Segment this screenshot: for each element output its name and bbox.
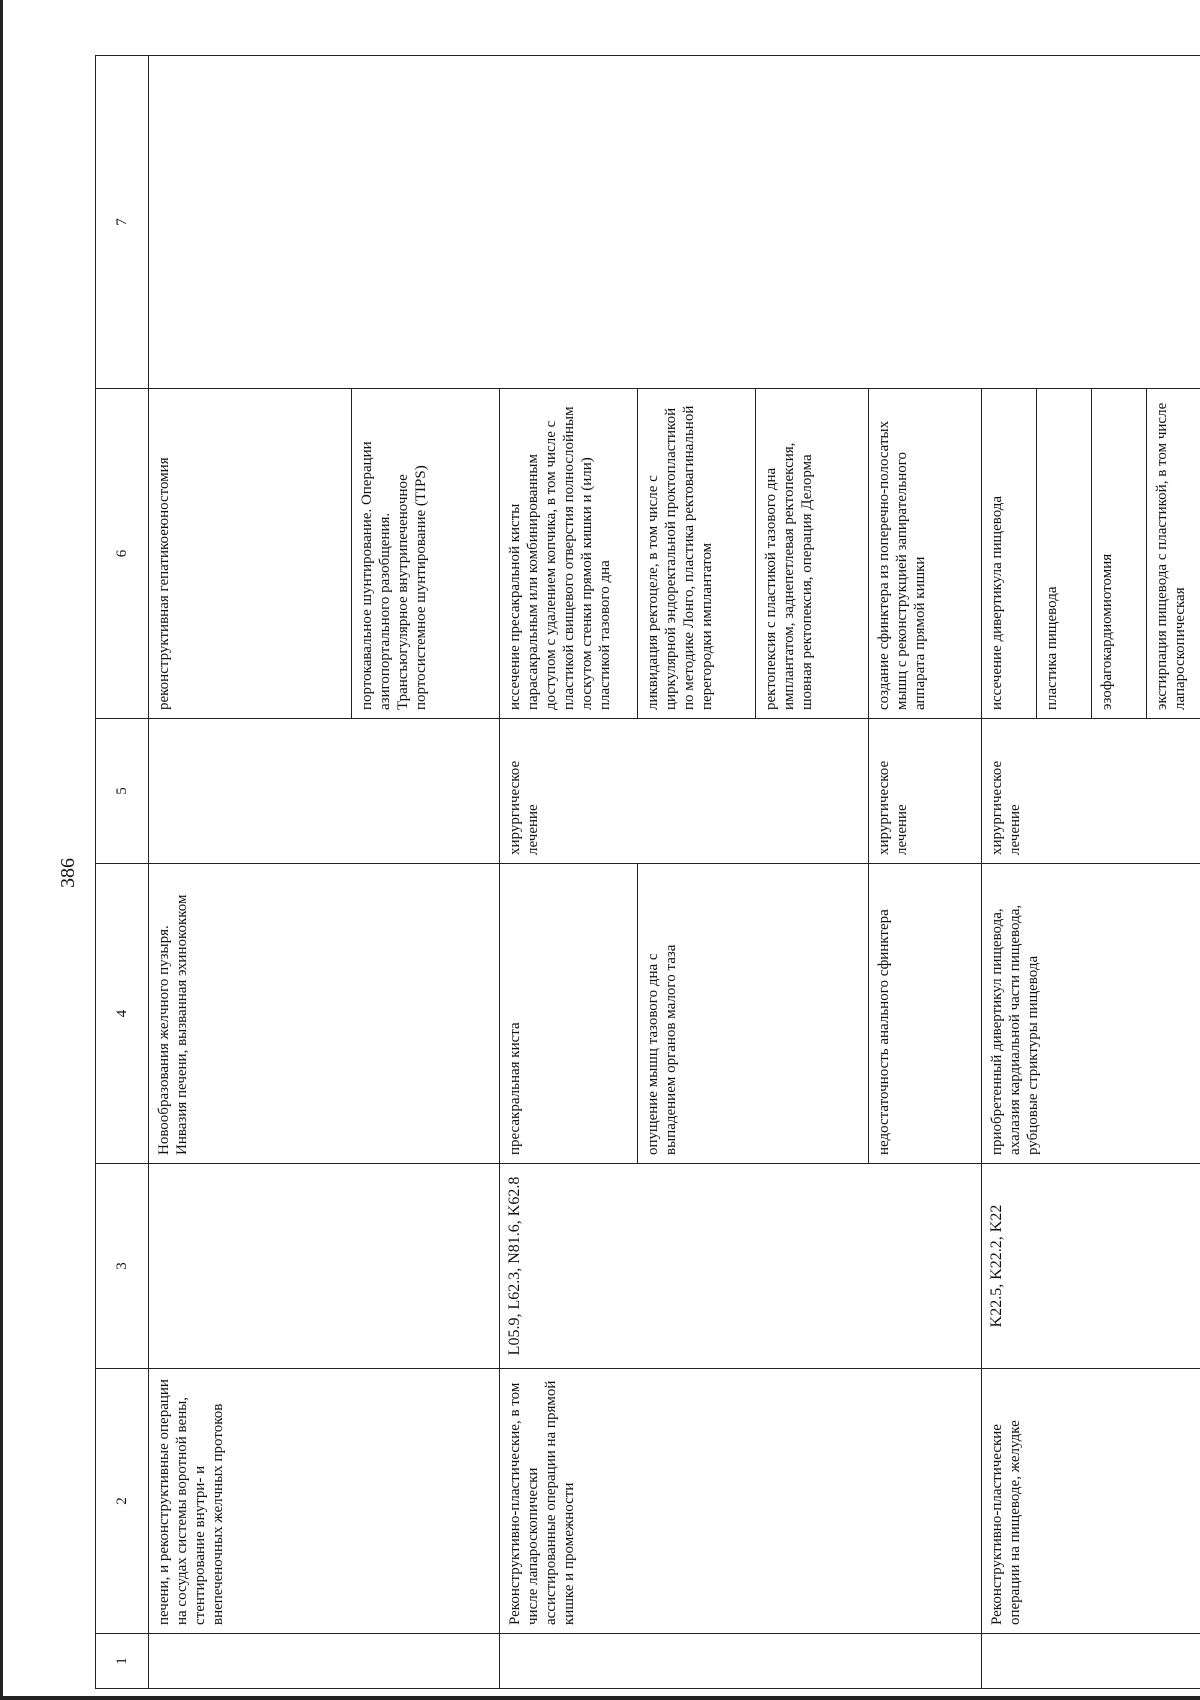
cell-operation-group: печени, и реконструктивные операции на сосудах системы воротной вены, стентирование внутри- и внепеченочных желчных протоков <box>149 1369 500 1634</box>
cell-treatment-type <box>149 719 500 864</box>
cell-col1 <box>982 1634 1200 1689</box>
header-col-7: 7 <box>96 56 149 389</box>
cell-treatment-type: хирургическое лечение <box>869 719 982 864</box>
cell-operation-group: Реконструктивно-пластические операции на пищеводе, желудке <box>982 1369 1200 1634</box>
cell-diagnosis: Новообразования желчного пузыря. Инвазия печени, вызванная эхинококком <box>149 864 500 1164</box>
cell-treatment-type: хирургическое лечение <box>982 719 1200 864</box>
page-number: 386 <box>57 858 79 888</box>
cell-diagnosis: недостаточность анального сфинктера <box>869 864 982 1164</box>
header-col-4: 4 <box>96 864 149 1164</box>
medical-procedures-table <box>95 55 1200 1689</box>
cell-method: реконструктивная гепатикоеюностомия <box>149 389 352 719</box>
cell-icd-codes <box>149 1164 500 1369</box>
cell-method: портокавальное шунтирование. Операции азигопортального разобщения. Трансъюгулярное внутрипеченочное портосистемное шунтирование (TIPS) <box>352 389 500 719</box>
cell-col1-continuation <box>149 1634 500 1689</box>
cell-col1 <box>500 1634 982 1689</box>
cell-method: иссечение пресакральной кисты парасакральным или комбинированным доступом с удалением копчика, в том числе с пластикой свищевого отверстия полнослойным лоскутом стенки прямой кишки и (или) пластикой тазового дна <box>500 389 638 719</box>
cell-method: эзофагокардиомиотомия <box>1092 389 1147 719</box>
cell-method: экстирпация пищевода с пластикой, в том числе лапароскопическая <box>1147 389 1200 719</box>
cell-method: ректопексия с пластикой тазового дна имплантатом, заднепетлевая ректопексия, шовная ректопексия, операция Делорма <box>756 389 869 719</box>
header-col-6: 6 <box>96 389 149 719</box>
cell-icd-codes: L05.9, L62.3, N81.6, K62.8 <box>500 1164 982 1369</box>
cell-method: ликвидация ректоцеле, в том числе с циркулярной эндоректальной проктопластикой по методике Лонго, пластика ректовагинальной перегородки имплантатом <box>638 389 756 719</box>
header-col-2: 2 <box>96 1369 149 1634</box>
cell-diagnosis: приобретенный дивертикул пищевода, ахалазия кардиальной части пищевода, рубцовые стриктуры пищевода <box>982 864 1200 1164</box>
cell-icd-codes: K22.5, K22.2, K22 <box>982 1164 1200 1369</box>
header-col-1: 1 <box>96 1634 149 1689</box>
cell-diagnosis: пресакральная киста <box>500 864 638 1164</box>
scan-edge-left <box>0 0 3 1700</box>
header-row <box>96 56 149 1689</box>
cell-diagnosis: опущение мышц тазового дна с выпадением органов малого таза <box>638 864 869 1164</box>
cell-operation-group: Реконструктивно-пластические, в том числе лапароскопически ассистированные операции на прямой кишке и промежности <box>500 1369 982 1634</box>
cell-method: создание сфинктера из поперечно-полосатых мышц с реконструкцией запирательного аппарата прямой кишки <box>869 389 982 719</box>
cell-col7 <box>149 56 1200 389</box>
cell-treatment-type: хирургическое лечение <box>500 719 869 864</box>
table-row <box>149 56 352 1689</box>
header-col-5: 5 <box>96 719 149 864</box>
scan-edge-bottom <box>0 1696 1200 1700</box>
cell-method: пластика пищевода <box>1037 389 1092 719</box>
header-col-3: 3 <box>96 1164 149 1369</box>
rotated-table-wrapper <box>95 56 1188 1689</box>
cell-method: иссечение дивертикула пищевода <box>982 389 1037 719</box>
